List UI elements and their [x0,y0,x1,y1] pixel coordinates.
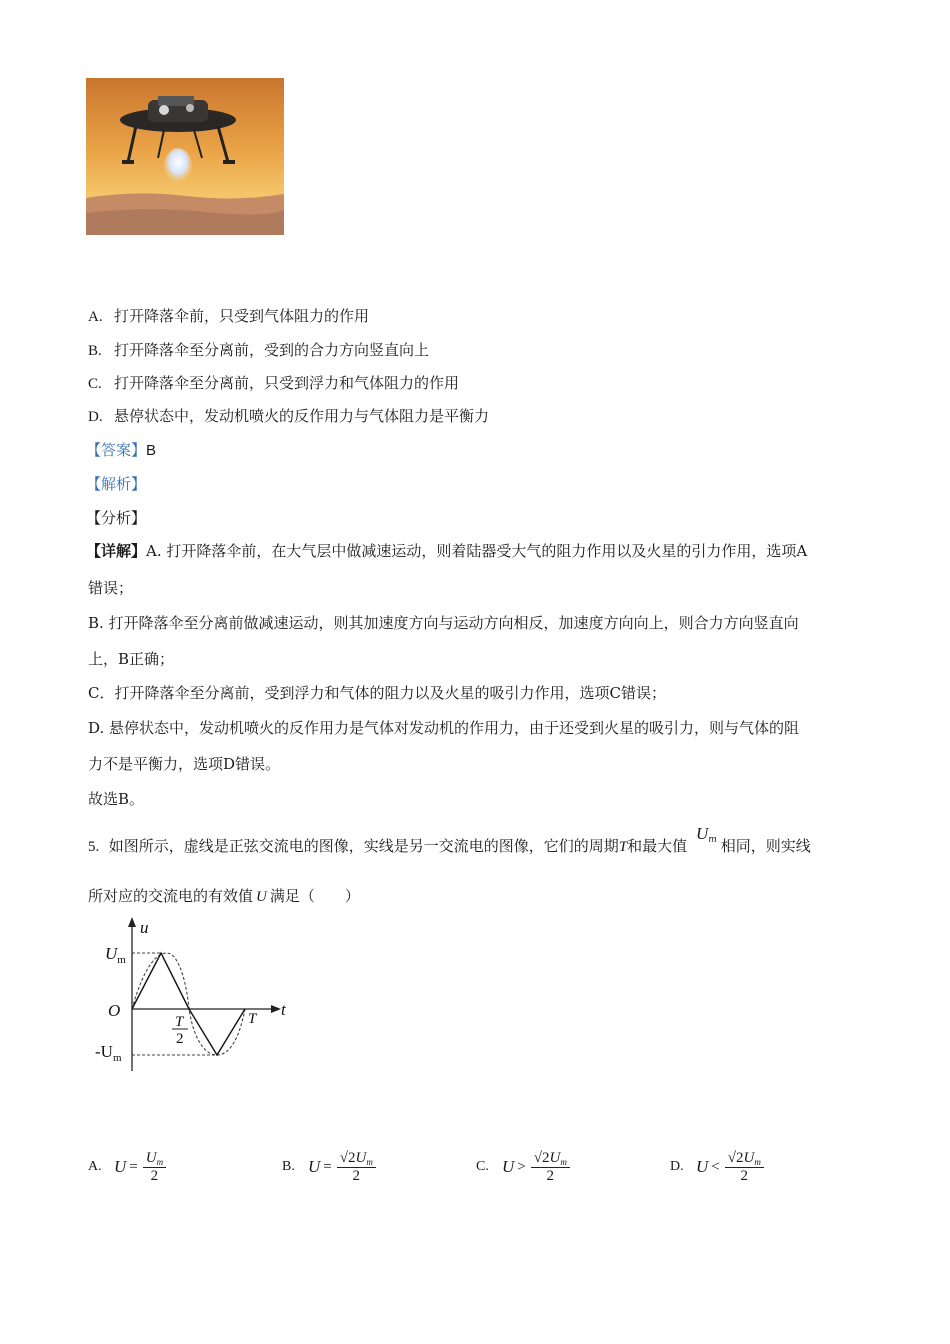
option-text: 打开降落伞前，只受到气体阻力的作用 [114,307,370,325]
q5-text: 和最大值 [627,837,688,855]
option-u: U [696,1157,709,1176]
num-sub: m [754,1156,761,1167]
detail-line-6: D. 悬停状态中，发动机喷火的反作用力是气体对发动机的作用力，由于还受到火星的吸引力，则与气体的阻 [88,719,800,737]
option-operator: = [323,1158,332,1175]
num-var: U [743,1149,755,1166]
option-label: A. [88,309,103,325]
analysis-tag: 【解析】 [86,475,147,493]
sqrt-part: √2 [339,1149,356,1166]
option-label: D. [88,409,103,425]
origin-label: O [108,1001,121,1020]
neg-um-label-sub: m [112,1052,122,1064]
um-label-sub: m [117,954,126,966]
u-symbol: U [256,889,267,905]
option-label: B. [282,1159,295,1174]
sine-curve [132,953,245,1055]
lander-photo [86,78,284,235]
fraction-denominator: 2 [352,1167,361,1184]
detail-line-4: 上，B正确； [88,650,175,668]
option-fraction [531,1150,570,1185]
q5-option-c [476,1142,572,1192]
half-period-num: T [175,1014,184,1030]
um-label [105,944,126,966]
detail-line-3: B. 打开降落伞至分离前做减速运动，则其加速度方向与运动方向相反，加速度方向向上，则合力方向竖直向 [88,614,799,632]
period-label: T [248,1011,257,1027]
option-u: U [308,1157,321,1176]
num-sub: m [366,1156,373,1167]
q4-option-c [88,372,459,393]
q4-option-d [88,405,489,426]
num-var: U [145,1149,157,1166]
answer-line [86,439,156,460]
t-axis-arrow [271,1005,281,1013]
detail-text: A. 打开降落伞前，在大气层中做减速运动，则着陆器受大气的阻力作用以及火星的引力作用，选项A [146,542,808,560]
neg-um-label-main: -U [95,1042,113,1061]
option-operator: < [711,1158,720,1175]
q5-option-a [88,1142,168,1192]
detail-line-5: C．打开降落伞至分离前，受到浮力和气体的阻力以及火星的吸引力作用，选项C错误； [88,684,666,702]
option-text: 打开降落伞至分离前，只受到浮力和气体阻力的作用 [114,374,460,392]
fenxi-tag: 【分析】 [86,509,147,527]
fraction-denominator: 2 [740,1167,749,1184]
option-u: U [502,1157,515,1176]
fraction-numerator [725,1150,764,1168]
neg-um-label [95,1042,122,1064]
num-sub: m [560,1156,567,1167]
waveform-svg [95,915,295,1075]
num-sub: m [156,1156,164,1167]
um-sub: m [708,835,717,845]
question-number: 5. [88,839,100,855]
um-label-main: U [105,944,118,963]
detail-tag: 【详解】 [86,542,147,560]
option-fraction [143,1150,166,1185]
q5-stem-line-2 [88,885,360,906]
option-u: U [114,1157,127,1176]
option-fraction [725,1150,764,1185]
half-period-den: 2 [176,1031,184,1047]
q5-option-d [670,1142,766,1192]
q4-option-b [88,339,429,360]
option-text: 悬停状态中，发动机喷火的反作用力与气体阻力是平衡力 [114,407,490,425]
answer-value: B [146,442,157,459]
t-axis-label: t [281,1000,286,1019]
q5-option-b [282,1142,378,1192]
option-label: B. [88,343,102,359]
detail-line-2: 错误； [88,579,134,597]
option-label: C. [476,1159,489,1174]
q5-text: 所对应的交流电的有效值 [88,887,254,905]
fraction-numerator [337,1150,376,1168]
q5-text: 如图所示，虚线是正弦交流电的图像，实线是另一交流电的图像，它们的周期 [108,837,619,855]
sqrt-part: √2 [727,1149,744,1166]
detail-line-1 [86,540,866,561]
num-var: U [549,1149,561,1166]
um-main: U [695,824,709,843]
waveform-graph [95,915,295,1075]
q5-stem-line-1 [88,824,811,857]
q4-option-a [88,305,369,326]
option-operator: = [129,1158,138,1175]
option-operator: > [517,1158,526,1175]
option-label: C. [88,376,102,392]
um-symbol [696,825,717,843]
detail-conclusion: 故选B。 [88,790,145,808]
num-var: U [355,1149,367,1166]
period-symbol: T [618,839,628,855]
option-fraction [337,1150,376,1185]
sqrt-part: √2 [533,1149,550,1166]
detail-line-7: 力不是平衡力，选项D错误。 [88,755,281,773]
q5-text: 相同，则实线 [720,837,811,855]
q5-text: 满足（ ） [269,887,360,905]
fraction-denominator: 2 [546,1167,555,1184]
u-axis-arrow [128,917,136,927]
option-text: 打开降落伞至分离前，受到的合力方向竖直向上 [114,341,430,359]
fraction-numerator [531,1150,570,1168]
answer-tag: 【答案】 [86,441,147,459]
option-label: A. [88,1159,102,1174]
fraction-denominator: 2 [150,1167,159,1184]
fraction-numerator [143,1150,166,1168]
u-axis-label: u [140,918,149,937]
option-label: D. [670,1159,684,1174]
